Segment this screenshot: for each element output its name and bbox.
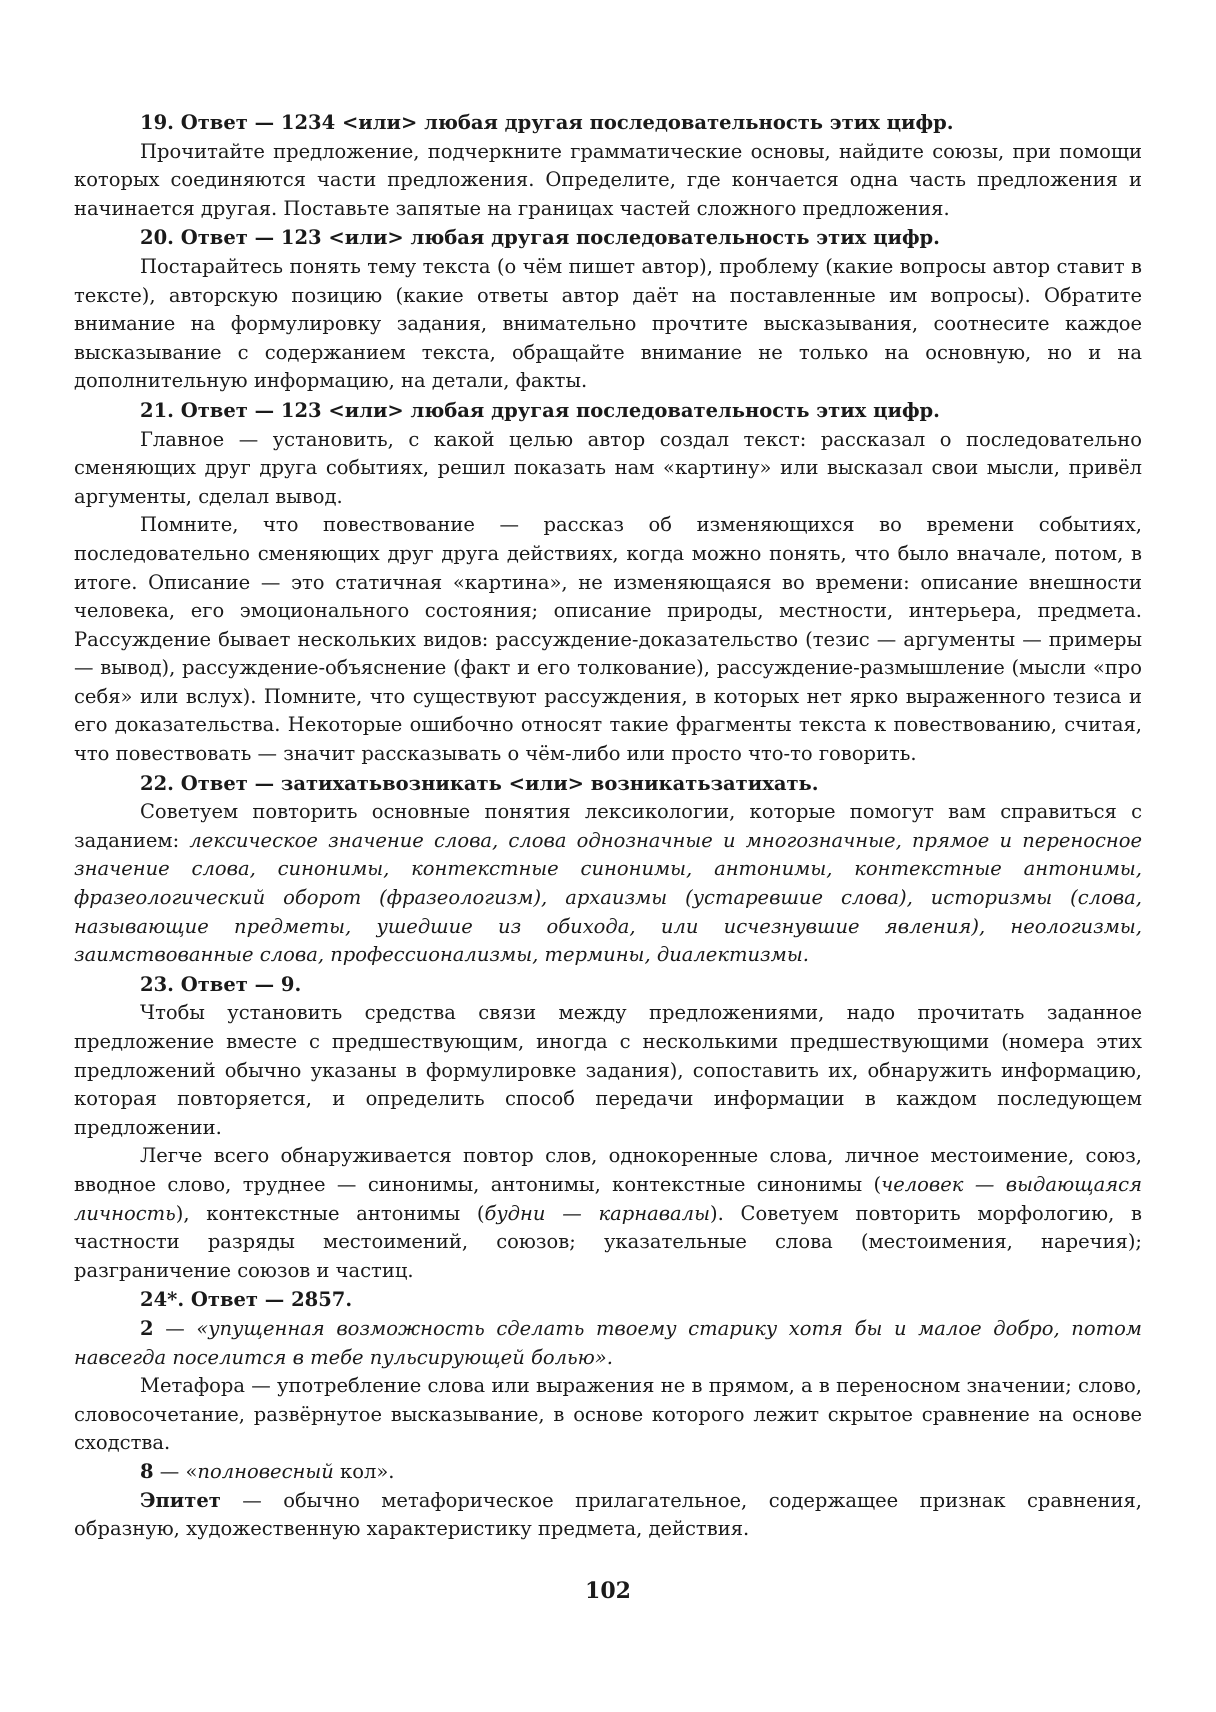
answer-22-heading: 22. Ответ — затихатьвозникать <или> возникатьзатихать. [140, 771, 819, 795]
answer-19-heading: 19. Ответ — 1234 <или> любая другая последовательность этих цифр. [140, 111, 954, 134]
answer-24-example-8 [74, 1458, 1142, 1487]
example-8-dash: — « [153, 1459, 198, 1483]
answer-23-text-1: Чтобы установить средства связи между предложениями, надо прочитать заданное предложение вместе с предшествующим, иногда с несколькими предшествующими (номера этих предложений обычно указаны в формулировке задания), сопоставить их, обнаружить информацию, которая повторяется, и определить способ передачи информации в каждом последующем предложении. [74, 1001, 1142, 1139]
answer-22-text [74, 798, 1142, 970]
epithet-definition: — обычно метафорическое прилагательное, содержащее признак сравнения, образную, художественную характеристику предмета, действия. [74, 1488, 1142, 1541]
answer-22-intro: Советуем повторить основные понятия лексикологии, которые помогут вам справиться с заданием: [74, 800, 1142, 852]
example-8-rest: кол». [333, 1459, 395, 1483]
answer-19-text: Прочитайте предложение, подчеркните грамматические основы, найдите союзы, при помощи которых соединяются части предложения. Определите, где кончается одна часть предложения и начинается другая. Поставьте запятые на границах частей сложного предложения. [74, 139, 1142, 220]
answer-23-part-c: ). Советуем повторить морфологию, в частности разряды местоимений, союзов; указательные слова (местоимения, наречия); разграничение союзов и частиц. [74, 1201, 1143, 1282]
answer-23-part-b: ), контекстные антонимы ( [175, 1201, 485, 1225]
answer-20-heading: 20. Ответ — 123 <или> любая другая последовательность этих цифр. [140, 226, 940, 250]
example-2-quote: «упущенная возможность сделать твоему старику хотя бы и малое добро, потом навсегда поселится в тебе пульсирующей болью». [74, 1316, 1142, 1369]
answer-23-heading: 23. Ответ — 9. [140, 972, 302, 996]
answer-24-epithet [74, 1487, 1142, 1544]
answer-23-part-a: Легче всего обнаруживается повтор слов, однокоренные слова, личное местоимение, союз, вводное слово, труднее — синонимы, антонимы, контекстные синонимы ( [74, 1144, 1142, 1196]
answer-21-heading: 21. Ответ — 123 <или> любая другая последовательность этих цифр. [140, 398, 940, 422]
answer-24-example-2 [74, 1315, 1142, 1372]
example-8-word: полновесный [197, 1459, 334, 1483]
example-8-number: 8 [140, 1459, 154, 1483]
answer-21-text-2: Помните, что повествование — рассказ об изменяющихся во времени событиях, последовательно сменяющих друг друга действиях, когда можно понять, что было вначале, потом, в итоге. Описание — это статичная «картина», не изменяющаяся во времени: описание внешности человека, его эмоционального состояния; описание природы, местности, интерьера, предмета. Рассуждение бывает нескольких видов: рассуждение-доказательство (тезис — аргументы — примеры — вывод), рассуждение-объяснение (факт и его толкование), рассуждение-размышление (мысли «про себя» или вслух). Помните, что существуют рассуждения, в которых нет ярко выраженного тезиса и его доказательства. Некоторые ошибочно относят такие фрагменты текста к повествованию, считая, что повествовать — значит рассказывать о чём-либо или просто что-то говорить. [74, 513, 1142, 766]
answer-23-example-2: будни — карнавалы [484, 1201, 710, 1225]
answer-23-example-1: человек — выдающаяся личность [74, 1172, 1143, 1225]
example-2-dash: — [153, 1316, 197, 1340]
answer-20-text: Постарайтесь понять тему текста (о чём пишет автор), проблему (какие вопросы автор ставит в тексте), авторскую позицию (какие ответы автор даёт на поставленные им вопросы). Обратите внимание на формулировку задания, внимательно прочтите высказывания, соотнесите каждое высказывание с содержанием текста, обращайте внимание не только на основную, но и на дополнительную информацию, на детали, факты. [74, 254, 1142, 393]
example-2-number: 2 [140, 1316, 154, 1340]
epithet-term: Эпитет [140, 1488, 221, 1512]
answer-21-text-1: Главное — установить, с какой целью автор создал текст: рассказал о последовательно сменяющих друг друга событиях, решил показать нам «картину» или высказал свои мысли, привёл аргументы, сделал вывод. [74, 427, 1142, 508]
answer-24-metaphor: Метафора — употребление слова или выражения не в прямом, а в переносном значении; слово, словосочетание, развёрнутое высказывание, в основе которого лежит скрытое сравнение на основе сходства. [74, 1374, 1142, 1455]
answer-24-heading: 24*. Ответ — 2857. [140, 1288, 353, 1312]
page-number: 102 [585, 1578, 631, 1604]
answers-content [74, 108, 1142, 1544]
answer-22-terms: лексическое значение слова, слова однозначные и многозначные, прямое и переносное значение слова, синонимы, контекстные синонимы, антонимы, контекстные антонимы, фразеологический оборот (фразеологизм), архаизмы (устаревшие слова), историзмы (слова, называющие предметы, ушедшие из обихода, или исчезнувшие явления), неологизмы, заимствованные слова, профессионализмы, термины, диалектизмы. [74, 828, 1142, 967]
answer-23-text-2 [74, 1142, 1142, 1285]
